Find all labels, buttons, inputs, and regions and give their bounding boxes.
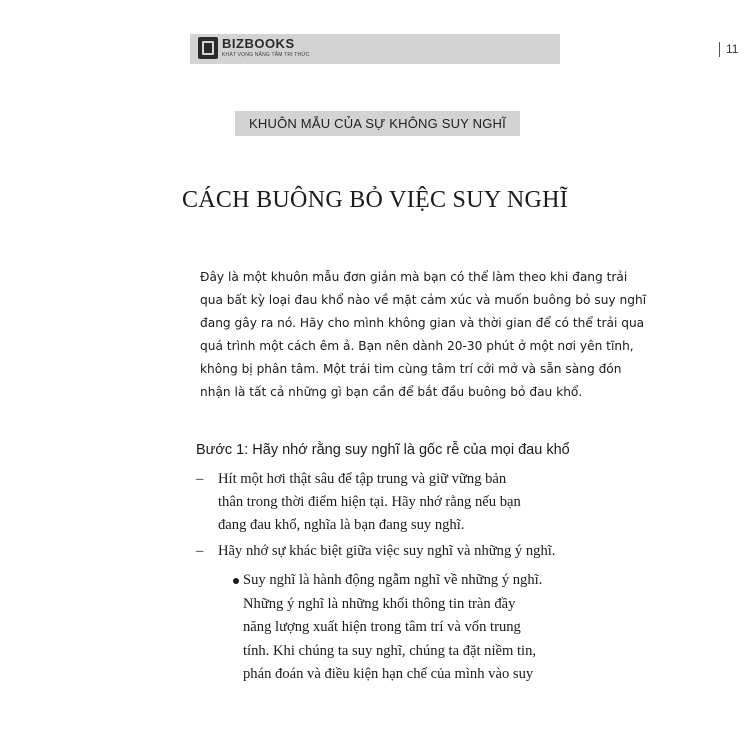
dash-marker: – [196, 471, 204, 487]
intro-line: không bị phân tâm. Một trái tim cùng tâm trí cởi mở và sẵn sàng đón [200, 362, 622, 376]
book-icon [198, 37, 218, 59]
text-line: tính. Khi chúng ta suy nghĩ, chúng ta đặt niềm tin, [243, 642, 537, 659]
text-line: Những ý nghĩ là những khối thông tin tràn đầy [243, 595, 516, 612]
intro-paragraph [200, 266, 647, 404]
page-header [190, 34, 739, 64]
step-heading: Bước 1: Hãy nhớ rằng suy nghĩ là gốc rễ của mọi đau khổ [196, 442, 570, 458]
text-line: Hít một hơi thật sâu để tập trung và giữ vững bản [218, 471, 507, 487]
text-line: Hãy nhớ sự khác biệt giữa việc suy nghĩ và những ý nghĩ. [218, 543, 556, 559]
text-line: đang đau khổ, nghĩa là bạn đang suy nghĩ. [218, 517, 465, 533]
page-number: 11 [726, 42, 739, 56]
chapter-label: KHUÔN MẪU CỦA SỰ KHÔNG SUY NGHĨ [235, 111, 520, 136]
bullet-dot [233, 578, 239, 584]
text-line: thân trong thời điểm hiện tại. Hãy nhớ rằng nếu bạn [218, 494, 521, 510]
intro-line: nhận là tất cả những gì bạn cần để bắt đầu buông bỏ đau khổ. [200, 385, 583, 399]
intro-line: qua bất kỳ loại đau khổ nào về mặt cảm xúc và muốn buông bỏ suy nghĩ [200, 293, 647, 307]
publisher-tagline: KHÁT VỌNG NÂNG TẦM TRI THỨC [222, 52, 310, 58]
intro-line: Đây là một khuôn mẫu đơn giản mà bạn có thể làm theo khi đang trải [200, 270, 628, 284]
text-line: năng lượng xuất hiện trong tâm trí và vốn trung [243, 619, 521, 635]
intro-line: quá trình một cách êm ả. Bạn nên dành 20-30 phút ở một nơi yên tĩnh, [200, 339, 634, 353]
bullet-item-text [243, 569, 568, 687]
text-line: phán đoán và điều kiện hạn chế của mình vào suy [243, 666, 534, 682]
header-divider [719, 42, 720, 57]
publisher-logo [198, 37, 318, 61]
section-title: CÁCH BUÔNG BỎ VIỆC SUY NGHĨ [181, 187, 569, 213]
text-line: Suy nghĩ là hành động ngẫm nghĩ về những ý nghĩ. [243, 572, 543, 588]
dash-marker: – [196, 543, 204, 559]
publisher-name: BIZBOOKS [222, 36, 295, 51]
intro-line: đang gây ra nó. Hãy cho mình không gian và thời gian để có thể trải qua [200, 316, 645, 330]
dash-item-text [218, 540, 568, 563]
dash-item-text [218, 468, 568, 537]
